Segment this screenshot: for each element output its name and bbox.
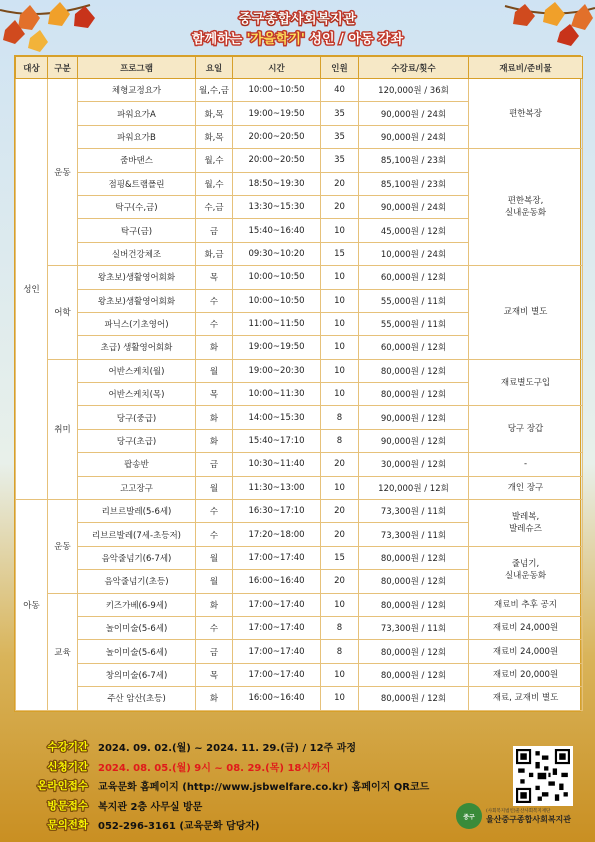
fee-cell: 80,000원 / 12회 — [359, 570, 469, 593]
people-cell: 15 — [321, 546, 359, 569]
table-row — [16, 687, 583, 710]
time-cell: 10:00~10:50 — [233, 289, 321, 312]
fee-cell: 90,000원 / 12회 — [359, 406, 469, 429]
table-row — [16, 359, 583, 382]
program-cell: 당구(중급) — [78, 406, 196, 429]
program-cell: 점핑&트램폴린 — [78, 172, 196, 195]
people-cell: 10 — [321, 312, 359, 335]
fee-cell: 80,000원 / 12회 — [359, 383, 469, 406]
program-cell: 체형교정요가 — [78, 79, 196, 102]
organization-logo — [456, 803, 571, 829]
day-cell: 수,금 — [196, 195, 233, 218]
fee-cell: 73,300원 / 11회 — [359, 616, 469, 639]
program-cell: 파워요가B — [78, 125, 196, 148]
footer-value: 2024. 09. 02.(월) ~ 2024. 11. 29.(금) / 12주 과정 — [98, 743, 356, 755]
day-cell: 월 — [196, 546, 233, 569]
time-cell: 10:00~11:30 — [233, 383, 321, 406]
program-cell: 고고장구 — [78, 476, 196, 499]
time-cell: 20:00~20:50 — [233, 149, 321, 172]
day-cell: 수 — [196, 289, 233, 312]
materials-cell: 재료비 24,000원 — [469, 640, 583, 663]
time-cell: 16:00~16:40 — [233, 570, 321, 593]
program-cell: 파닉스(기초영어) — [78, 312, 196, 335]
people-cell: 10 — [321, 266, 359, 289]
program-cell: 팝송반 — [78, 453, 196, 476]
materials-cell: 재료별도구입 — [469, 359, 583, 406]
fee-cell: 80,000원 / 12회 — [359, 663, 469, 686]
materials-cell: 재료, 교재비 별도 — [469, 687, 583, 710]
people-cell: 10 — [321, 663, 359, 686]
program-cell: 탁구(수,금) — [78, 195, 196, 218]
time-cell: 10:00~10:50 — [233, 79, 321, 102]
time-cell: 17:00~17:40 — [233, 593, 321, 616]
time-cell: 11:00~11:50 — [233, 312, 321, 335]
fee-cell: 60,000원 / 12회 — [359, 336, 469, 359]
time-cell: 17:00~17:40 — [233, 616, 321, 639]
footer-value: 복지관 2층 사무실 방문 — [98, 801, 203, 813]
day-cell: 화 — [196, 429, 233, 452]
program-cell: 키즈가베(6-9세) — [78, 593, 196, 616]
day-cell: 금 — [196, 219, 233, 242]
materials-cell: 재료비 20,000원 — [469, 663, 583, 686]
logo-subtitle: (사회복지법인)울산사회복지재단 — [486, 808, 551, 814]
materials-cell: 편한복장, 실내운동화 — [469, 149, 583, 266]
time-cell: 18:50~19:30 — [233, 172, 321, 195]
footer-value: 052-296-3161 (교육문화 담당자) — [98, 821, 260, 833]
people-cell: 10 — [321, 289, 359, 312]
program-cell: 놀이미술(5-6세) — [78, 616, 196, 639]
category-cell: 취미 — [48, 359, 78, 499]
fee-cell: 10,000원 / 24회 — [359, 242, 469, 265]
target-cell: 아동 — [16, 500, 48, 711]
fee-cell: 90,000원 / 24회 — [359, 195, 469, 218]
fee-cell: 120,000원 / 36회 — [359, 79, 469, 102]
info-footer — [22, 737, 492, 835]
materials-cell: 재료비 추후 공지 — [469, 593, 583, 616]
people-cell: 35 — [321, 102, 359, 125]
day-cell: 화,목 — [196, 125, 233, 148]
time-cell: 14:00~15:30 — [233, 406, 321, 429]
day-cell: 월,수,금 — [196, 79, 233, 102]
header-target: 대상 — [16, 57, 48, 79]
people-cell: 8 — [321, 429, 359, 452]
program-cell: 탁구(금) — [78, 219, 196, 242]
day-cell: 금 — [196, 640, 233, 663]
header-time: 시간 — [233, 57, 321, 79]
fee-cell: 60,000원 / 12회 — [359, 266, 469, 289]
fee-cell: 80,000원 / 12회 — [359, 687, 469, 710]
materials-cell: 줄넘기, 실내운동화 — [469, 546, 583, 593]
time-cell: 13:30~15:30 — [233, 195, 321, 218]
materials-cell: 재료비 24,000원 — [469, 616, 583, 639]
people-cell: 20 — [321, 570, 359, 593]
time-cell: 17:00~17:40 — [233, 640, 321, 663]
header-day: 요일 — [196, 57, 233, 79]
qr-code-icon[interactable] — [513, 746, 573, 806]
header-category: 구분 — [48, 57, 78, 79]
fee-cell: 80,000원 / 12회 — [359, 593, 469, 616]
footer-label: 방문접수 — [47, 799, 88, 812]
table-row — [16, 640, 583, 663]
time-cell: 19:00~19:50 — [233, 336, 321, 359]
fee-cell: 55,000원 / 11회 — [359, 312, 469, 335]
time-cell: 10:00~10:50 — [233, 266, 321, 289]
header-materials: 재료비/준비물 — [469, 57, 583, 79]
time-cell: 16:00~16:40 — [233, 687, 321, 710]
footer-row — [22, 815, 492, 835]
table-row — [16, 149, 583, 172]
day-cell: 화 — [196, 336, 233, 359]
time-cell: 10:30~11:40 — [233, 453, 321, 476]
footer-label: 문의전화 — [47, 819, 88, 832]
time-cell: 11:30~13:00 — [233, 476, 321, 499]
program-cell: 줌바댄스 — [78, 149, 196, 172]
day-cell: 화 — [196, 406, 233, 429]
table-row — [16, 593, 583, 616]
table-row — [16, 79, 583, 102]
program-cell: 어반스케치(월) — [78, 359, 196, 382]
day-cell: 월,수 — [196, 149, 233, 172]
category-cell: 어학 — [48, 266, 78, 360]
table-header-row — [16, 57, 583, 79]
materials-cell: 개인 장구 — [469, 476, 583, 499]
people-cell: 20 — [321, 453, 359, 476]
time-cell: 17:20~18:00 — [233, 523, 321, 546]
program-cell: 왕초보)생활영어회화 — [78, 266, 196, 289]
program-cell: 어반스케치(목) — [78, 383, 196, 406]
day-cell: 화 — [196, 687, 233, 710]
people-cell: 10 — [321, 219, 359, 242]
table-row — [16, 616, 583, 639]
day-cell: 월,수 — [196, 172, 233, 195]
header-people: 인원 — [321, 57, 359, 79]
people-cell: 8 — [321, 616, 359, 639]
table-row — [16, 500, 583, 523]
materials-cell: - — [469, 453, 583, 476]
footer-label: 신청기간 — [47, 760, 88, 773]
people-cell: 20 — [321, 195, 359, 218]
program-cell: 초급) 생활영어회화 — [78, 336, 196, 359]
fee-cell: 90,000원 / 24회 — [359, 125, 469, 148]
footer-row — [22, 796, 492, 816]
day-cell: 목 — [196, 663, 233, 686]
footer-value: 2024. 08. 05.(월) 9시 ~ 08. 29.(목) 18시까지 — [98, 762, 331, 774]
people-cell: 10 — [321, 593, 359, 616]
category-cell: 교육 — [48, 593, 78, 710]
footer-value[interactable]: 교육문화 홈페이지 (http://www.jsbwelfare.co.kr) 홈페이지 QR코드 — [98, 782, 430, 794]
time-cell: 09:30~10:20 — [233, 242, 321, 265]
day-cell: 월 — [196, 359, 233, 382]
footer-row — [22, 757, 492, 777]
fee-cell: 30,000원 / 12회 — [359, 453, 469, 476]
people-cell: 20 — [321, 523, 359, 546]
fee-cell: 85,100원 / 23회 — [359, 172, 469, 195]
schedule-table — [14, 55, 581, 712]
poster-header — [0, 2, 595, 50]
materials-cell: 발레복, 발레슈즈 — [469, 500, 583, 547]
fee-cell: 73,300원 / 11회 — [359, 500, 469, 523]
table-row — [16, 546, 583, 569]
fee-cell: 90,000원 / 12회 — [359, 429, 469, 452]
time-cell: 15:40~17:10 — [233, 429, 321, 452]
footer-label: 수강기간 — [47, 741, 88, 754]
footer-label: 온라인접수 — [37, 780, 88, 793]
fee-cell: 120,000원 / 12회 — [359, 476, 469, 499]
people-cell: 8 — [321, 640, 359, 663]
materials-cell: 교재비 별도 — [469, 266, 583, 360]
day-cell: 수 — [196, 312, 233, 335]
target-cell: 성인 — [16, 79, 48, 500]
day-cell: 월 — [196, 476, 233, 499]
people-cell: 15 — [321, 242, 359, 265]
fee-cell: 80,000원 / 12회 — [359, 546, 469, 569]
day-cell: 금 — [196, 453, 233, 476]
day-cell: 월 — [196, 570, 233, 593]
program-cell: 당구(초급) — [78, 429, 196, 452]
category-cell: 운동 — [48, 79, 78, 266]
day-cell: 목 — [196, 266, 233, 289]
people-cell: 10 — [321, 336, 359, 359]
materials-cell: 당구 장갑 — [469, 406, 583, 453]
category-cell: 운동 — [48, 500, 78, 594]
fee-cell: 80,000원 / 12회 — [359, 359, 469, 382]
header-fee: 수강료/횟수 — [359, 57, 469, 79]
people-cell: 35 — [321, 149, 359, 172]
day-cell: 화,목 — [196, 102, 233, 125]
logo-name: 울산중구종합사회복지관 — [486, 814, 572, 824]
main-title: 중구종합사회복지관 — [238, 12, 357, 27]
people-cell: 8 — [321, 406, 359, 429]
day-cell: 화 — [196, 593, 233, 616]
footer-row — [22, 776, 492, 796]
day-cell: 수 — [196, 500, 233, 523]
program-cell: 놀이미술(5-6세) — [78, 640, 196, 663]
day-cell: 화,금 — [196, 242, 233, 265]
time-cell: 15:40~16:40 — [233, 219, 321, 242]
day-cell: 수 — [196, 616, 233, 639]
day-cell: 목 — [196, 383, 233, 406]
fee-cell: 45,000원 / 12회 — [359, 219, 469, 242]
logo-mark-icon: 중구 — [456, 803, 482, 829]
table-row — [16, 453, 583, 476]
table-row — [16, 266, 583, 289]
people-cell: 10 — [321, 383, 359, 406]
program-cell: 주산 암산(초등) — [78, 687, 196, 710]
table-row — [16, 663, 583, 686]
program-cell: 음악줄넘기(6-7세) — [78, 546, 196, 569]
day-cell: 수 — [196, 523, 233, 546]
people-cell: 20 — [321, 500, 359, 523]
materials-cell: 편한복장 — [469, 79, 583, 149]
table-row — [16, 476, 583, 499]
program-cell: 실버건강체조 — [78, 242, 196, 265]
fee-cell: 73,300원 / 11회 — [359, 523, 469, 546]
program-cell: 왕초보)생활영어회화 — [78, 289, 196, 312]
header-program: 프로그램 — [78, 57, 196, 79]
program-cell: 파워요가A — [78, 102, 196, 125]
fee-cell: 55,000원 / 11회 — [359, 289, 469, 312]
sub-title: 함께하는 '가을학기' 성인 / 아동 강좌 — [191, 32, 404, 47]
time-cell: 19:00~19:50 — [233, 102, 321, 125]
time-cell: 16:30~17:10 — [233, 500, 321, 523]
time-cell: 19:00~20:30 — [233, 359, 321, 382]
time-cell: 17:00~17:40 — [233, 663, 321, 686]
people-cell: 10 — [321, 687, 359, 710]
people-cell: 40 — [321, 79, 359, 102]
program-cell: 창의미술(6-7세) — [78, 663, 196, 686]
time-cell: 17:00~17:40 — [233, 546, 321, 569]
fee-cell: 90,000원 / 24회 — [359, 102, 469, 125]
table-row — [16, 406, 583, 429]
time-cell: 20:00~20:50 — [233, 125, 321, 148]
people-cell: 20 — [321, 172, 359, 195]
program-cell: 리브르발레(7세-초등저) — [78, 523, 196, 546]
program-cell: 음악줄넘기(초등) — [78, 570, 196, 593]
people-cell: 10 — [321, 359, 359, 382]
people-cell: 10 — [321, 476, 359, 499]
program-cell: 리브르발레(5-6세) — [78, 500, 196, 523]
fee-cell: 80,000원 / 12회 — [359, 640, 469, 663]
fee-cell: 85,100원 / 23회 — [359, 149, 469, 172]
footer-row — [22, 737, 492, 757]
people-cell: 35 — [321, 125, 359, 148]
